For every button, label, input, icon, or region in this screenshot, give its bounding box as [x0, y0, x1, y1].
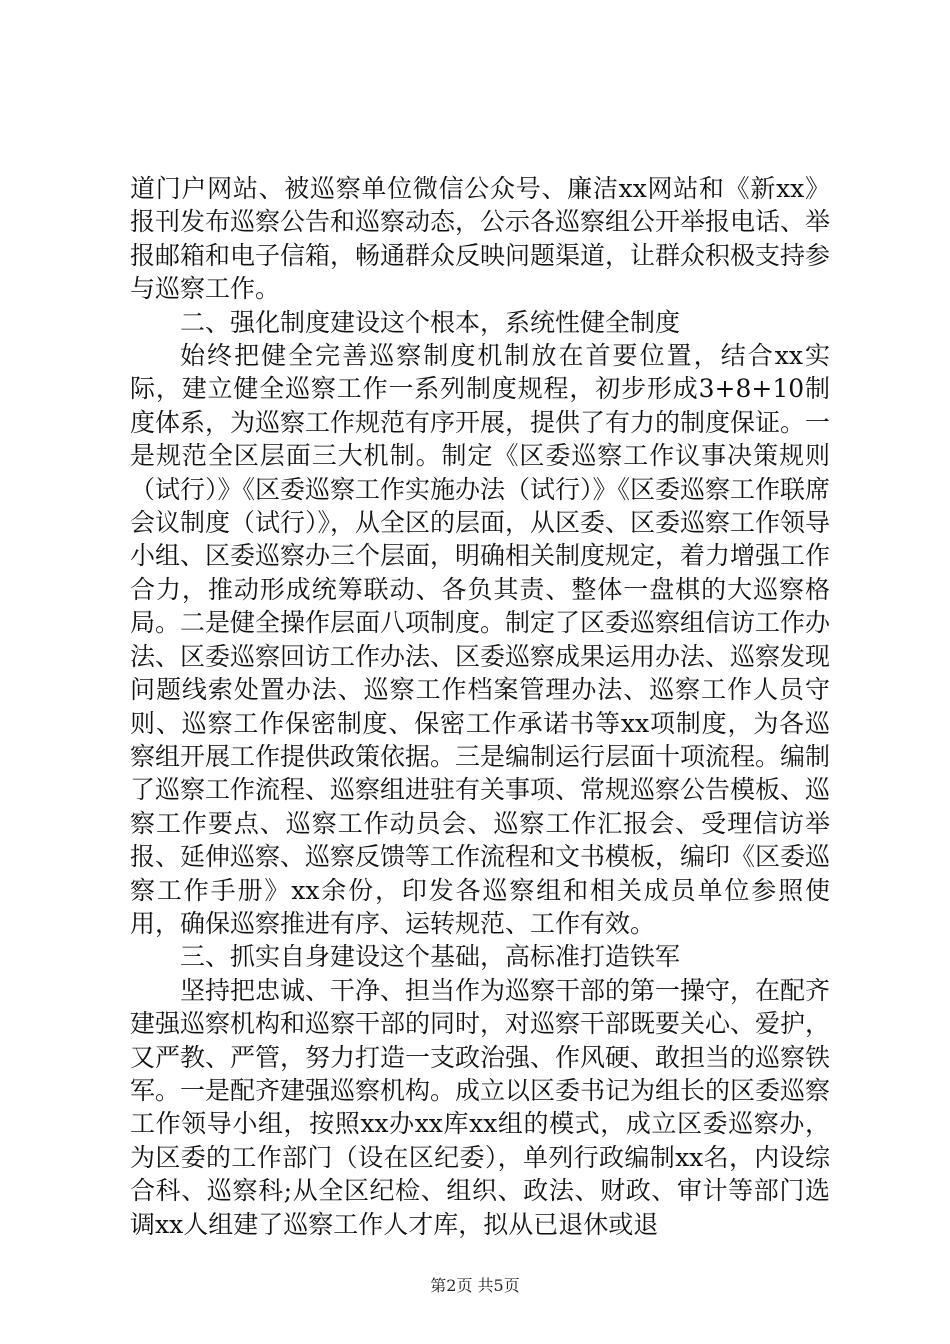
section-heading-3: 三、抓实自身建设这个基础，高标准打造铁军	[180, 942, 681, 972]
paragraph-continuation: 道门户网站、被巡察单位微信公众号、廉洁xx网站和《新xx》报刊发布巡察公告和巡察动态，公示各巡察组公开举报电话、举报邮箱和电子信箱，畅通群众反映问题渠道，让群众积极支持参与巡察工作。	[130, 174, 831, 304]
paragraph-section-3: 坚持把忠诚、干净、担当作为巡察干部的第一操守，在配齐建强巡察机构和巡察干部的同时，对巡察干部既要关心、爱护，又严教、严管，努力打造一支政治强、作风硬、敢担当的巡察铁军。一是配齐建强巡察机构。成立以区委书记为组长的区委巡察工作领导小组，按照xx办xx库xx组的模式，成立区委巡察办，为区委的工作部门（设在区纪委），单列行政编制xx名，内设综合科、巡察科;从全区纪检、组织、政法、财政、审计等部门选调xx人组建了巡察工作人才库，拟从已退休或退	[130, 975, 831, 1239]
section-heading-2: 二、强化制度建设这个根本，系统性健全制度	[180, 307, 681, 337]
body-text	[130, 172, 830, 1241]
paragraph-section-2: 始终把健全完善巡察制度机制放在首要位置，结合xx实际，建立健全巡察工作一系列制度规程，初步形成3+8+10制度体系，为巡察工作规范有序开展，提供了有力的制度保证。一是规范全区层面三大机制。制定《区委巡察工作议事决策规则（试行）》《区委巡察工作实施办法（试行）》《区委巡察工作联席会议制度（试行）》，从全区的层面，从区委、区委巡察工作领导小组、区委巡察办三个层面，明确相关制度规定，着力增强工作合力，推动形成统筹联动、各负其责、整体一盘棋的大巡察格局。二是健全操作层面八项制度。制定了区委巡察组信访工作办法、区委巡察回访工作办法、区委巡察成果运用办法、巡察发现问题线索处置办法、巡察工作档案管理办法、巡察工作人员守则、巡察工作保密制度、保密工作承诺书等xx项制度，为各巡察组开展工作提供政策依据。三是编制运行层面十项流程。编制了巡察工作流程、巡察组进驻有关事项、常规巡察公告模板、巡察工作要点、巡察工作动员会、巡察工作汇报会、受理信访举报、延伸巡察、巡察反馈等工作流程和文书模板，编印《区委巡察工作手册》xx余份，印发各巡察组和相关成员单位参照使用，确保巡察推进有序、运转规范、工作有效。	[130, 341, 831, 938]
page-footer: 第2页 共5页	[430, 1276, 520, 1295]
